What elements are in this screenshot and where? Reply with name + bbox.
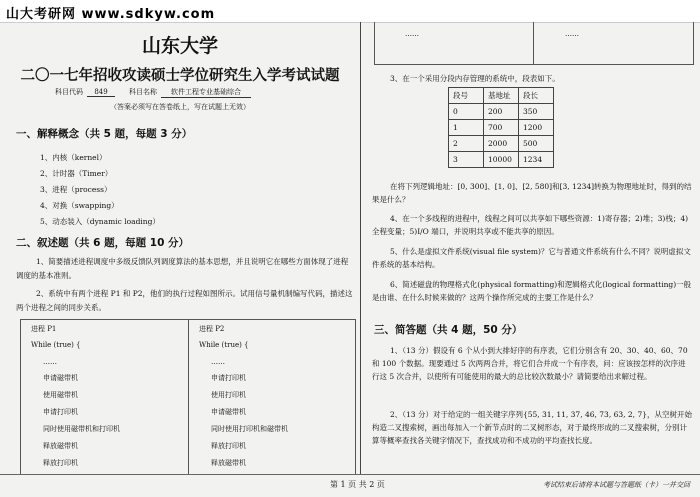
table-cell: 1234: [519, 152, 554, 168]
q3-text: 3、在一个采用分段内存管理的系统中，段表如下。: [390, 74, 560, 83]
university-title: 山东大学: [141, 35, 218, 57]
p1-line: 释放打印机: [43, 459, 78, 467]
section1-title: 一、解释概念（共 5 题，每题 3 分）: [16, 128, 193, 140]
page-number: 第 1 页 共 2 页: [330, 480, 385, 489]
header-cell: 基地址: [484, 88, 519, 104]
section2-q2: 2、系统中有两个进程 P1 和 P2，他们的执行过程如图所示。试用信号量机制编写代码，描述这两个进程之间的同步关系。: [16, 289, 353, 312]
watermark-text: 山大考研网 www.sdkyw.com: [6, 7, 216, 22]
process-p1: [21, 320, 188, 480]
p1-line: 使用磁带机: [43, 391, 78, 399]
section3-q1: 1、（13 分）假设有 6 个从小到大排好序的有序表，它们分别含有 20、30、40、60、70 和 100 个数据。现要通过 5 次两两合并，将它们合并成一个有序表，问：应该按怎样的次序进行这 5 次合并，以使所有可能使用的最大的总比较次数最小？请简要给出求解过程。: [372, 346, 688, 381]
page-footer: [0, 474, 700, 497]
table-cell: 500: [519, 136, 554, 152]
continued-dots-left: ……: [405, 30, 419, 38]
exam-meta: [55, 87, 251, 98]
p2-title: 进程 P2: [199, 325, 225, 333]
p2-line: 申请打印机: [211, 374, 246, 382]
header-cell: 段号: [449, 88, 484, 104]
p1-line: 同时使用磁带机和打印机: [43, 425, 120, 433]
section1-item-2: 2、计时器（Timer）: [40, 169, 113, 178]
section1-item-3: 3、进程（process）: [40, 185, 112, 194]
p1-line: 释放磁带机: [43, 442, 78, 450]
footer-note: 考试结束后请将本试题与答题纸（卡）一并交回: [543, 481, 690, 489]
code-value: 849: [87, 88, 115, 97]
section3-q2: 2、（13 分）对于给定的一组关键字序列{55, 31, 11, 37, 46, 73, 63, 2, 7}，从空树开始构造二叉搜索树，画出每加入一个新节点时的二叉树形态，对于最终形成的二叉搜索树，分别计算等概率查找各关键字情况下，查找成功和不成功的平均查找长度。: [372, 410, 692, 445]
p2-line: 同时使用打印机和磁带机: [211, 425, 288, 433]
table-row: [449, 120, 554, 136]
process-p2: [188, 320, 356, 480]
p2-dots: ……: [211, 358, 225, 366]
table-cell: 1200: [519, 120, 554, 136]
section1-item-5: 5、动态装入（dynamic loading）: [40, 217, 160, 226]
q3-followup: 在将下列逻辑地址：[0, 300]、[1, 0]、[2, 580]和[3, 1234]转换为物理地址时，得到的结果是什么？: [372, 182, 692, 204]
table-cell: 350: [519, 104, 554, 120]
p2-line: 申请磁带机: [211, 408, 246, 416]
table-row: [449, 152, 554, 168]
section1-item-4: 4、对换（swapping）: [40, 201, 119, 210]
right-page: [366, 22, 696, 474]
table-cell: 10000: [484, 152, 519, 168]
name-value: 软件工程专业基础综合: [161, 87, 251, 98]
p2-line: 使用打印机: [211, 391, 246, 399]
continued-figure: [374, 22, 694, 65]
process-figure: [20, 319, 356, 481]
p1-line: 申请打印机: [43, 408, 78, 416]
p1-line: 申请磁带机: [43, 374, 78, 382]
page-divider: [360, 22, 361, 474]
table-row: [449, 136, 554, 152]
header-cell: 段长: [519, 88, 554, 104]
table-cell: 2000: [484, 136, 519, 152]
segment-table-header: [449, 88, 554, 104]
section2-q1: 1、简要描述进程调度中多级反馈队列调度算法的基本思想，并且说明它在哪些方面体现了进程调度的基本准则。: [16, 257, 349, 280]
q6-text: 6、简述磁盘的物理格式化(physical formatting)和逻辑格式化(logical formatting)一般是由谁、在什么时候来做的？这两个操作所完成的主要工作是什么？: [372, 280, 692, 302]
segment-table: [448, 87, 554, 168]
table-cell: 0: [449, 104, 484, 120]
section1-item-1: 1、内核（kernel）: [40, 153, 107, 162]
table-cell: 1: [449, 120, 484, 136]
table-row: [449, 104, 554, 120]
continued-dots-right: ……: [565, 30, 579, 38]
p2-line: 释放磁带机: [211, 459, 246, 467]
section3-title: 三、简答题（共 4 题，50 分）: [374, 324, 523, 336]
p1-title: 进程 P1: [31, 325, 57, 333]
q5-text: 5、什么是虚拟文件系统(visual file system)？它与普通文件系统有什么不同？说明虚拟文件系统的基本结构。: [372, 247, 691, 269]
watermark-band: [0, 0, 700, 23]
answer-note: （答案必须写在答卷纸上，写在试题上无效）: [110, 103, 250, 111]
table-cell: 700: [484, 120, 519, 136]
name-label: 科目名称: [129, 88, 157, 96]
p2-line: 释放打印机: [211, 442, 246, 450]
continued-divider: [533, 22, 534, 64]
p1-dots: ……: [43, 358, 57, 366]
table-cell: 3: [449, 152, 484, 168]
left-page: [0, 22, 360, 474]
section2-title: 二、叙述题（共 6 题，每题 10 分）: [16, 237, 190, 249]
p2-while: While (true) {: [199, 341, 249, 349]
exam-title: 二〇一七年招收攻读硕士学位研究生入学考试试题: [20, 67, 340, 84]
q4-text: 4、在一个多线程的进程中，线程之间可以共享如下哪些资源：1)寄存器；2)堆；3)栈；4)全程变量；5)I/O 端口，并说明共享或不能共享的原因。: [372, 214, 689, 236]
table-cell: 2: [449, 136, 484, 152]
code-label: 科目代码: [55, 88, 83, 96]
table-cell: 200: [484, 104, 519, 120]
p1-while: While (true) {: [31, 341, 81, 349]
